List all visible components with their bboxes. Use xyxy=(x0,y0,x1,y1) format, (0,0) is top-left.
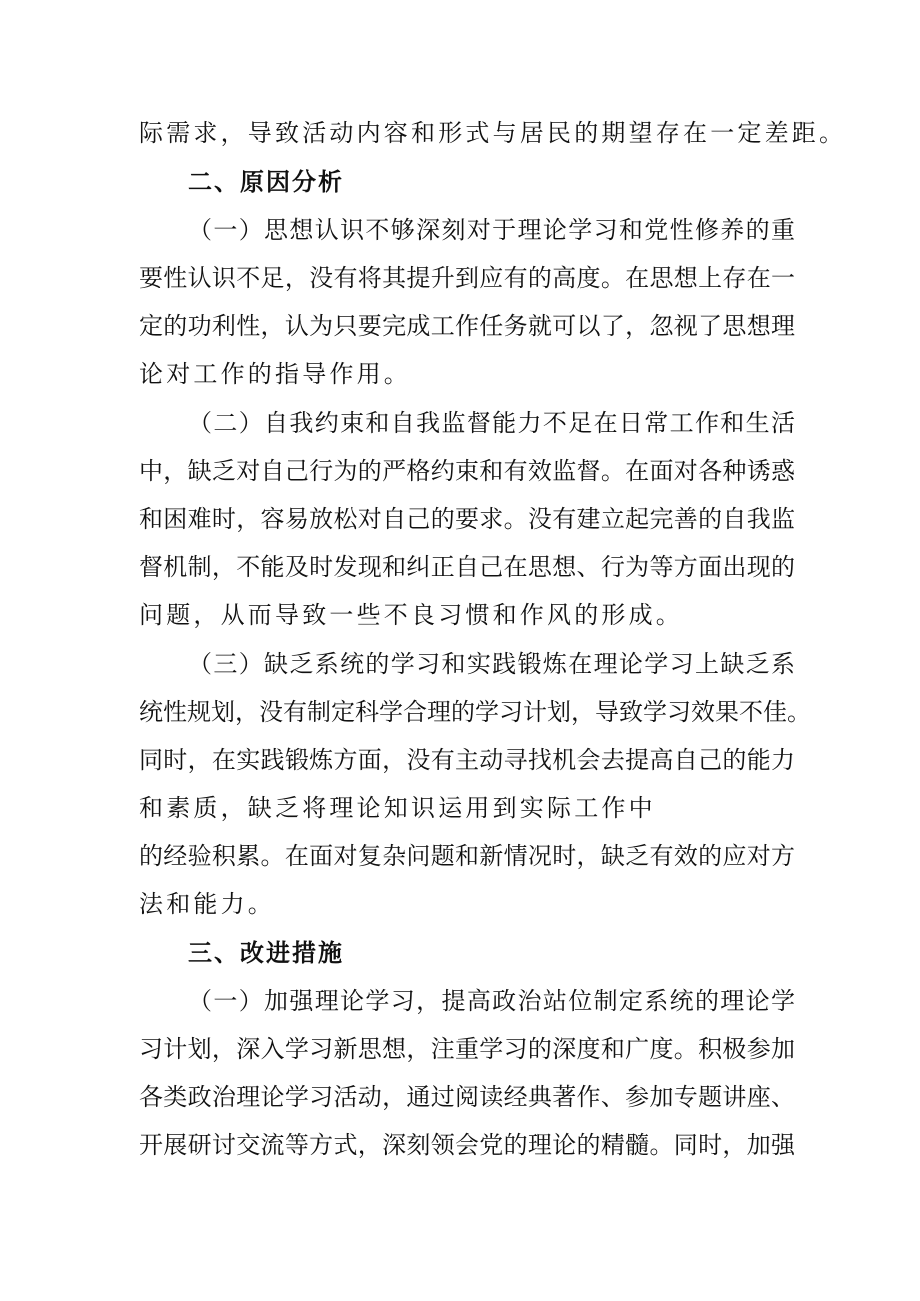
body-text-line: 习计划，深入学习新思想，注重学习的深度和广度。积极参加 xyxy=(139,1035,795,1063)
body-text-line: 要性认识不足，没有将其提升到应有的高度。在思想上存在一 xyxy=(139,264,795,292)
paragraph-first-line: （二）自我约束和自我监督能力不足在日常工作和生活 xyxy=(188,409,795,437)
section-heading: 二、原因分析 xyxy=(188,167,344,196)
paragraph-first-line: （三）缺乏系统的学习和实践锻炼在理论学习上缺乏系 xyxy=(188,650,795,678)
body-text-line: 际需求，导致活动内容和形式与居民的期望存在一定差距。 xyxy=(139,119,847,147)
body-text-line: 统性规划，没有制定科学合理的学习计划，导致学习效果不佳。 xyxy=(139,698,811,726)
body-text-line: 开展研讨交流等方式，深刻领会党的理论的精髓。同时，加强 xyxy=(139,1131,795,1159)
body-text-line: 法和能力。 xyxy=(139,890,275,918)
body-text-line: 和素质，缺乏将理论知识运用到实际工作中 xyxy=(139,794,656,822)
body-text-line: 和困难时，容易放松对自己的要求。没有建立起完善的自我监 xyxy=(139,505,795,533)
body-text-line: 各类政治理论学习活动，通过阅读经典著作、参加专题讲座、 xyxy=(139,1083,795,1111)
body-text-line: 定的功利性，认为只要完成工作任务就可以了，忽视了思想理 xyxy=(139,312,795,340)
body-text-line: 督机制，不能及时发现和纠正自己在思想、行为等方面出现的 xyxy=(139,553,795,581)
body-text-line: 中，缺乏对自己行为的严格约束和有效监督。在面对各种诱惑 xyxy=(139,457,795,485)
body-text-line: 问题，从而导致一些不良习惯和作风的形成。 xyxy=(139,601,683,629)
paragraph-first-line: （一）加强理论学习，提高政治站位制定系统的理论学 xyxy=(188,987,795,1015)
body-text-line: 的经验积累。在面对复杂问题和新情况时，缺乏有效的应对方 xyxy=(139,842,795,870)
section-heading: 三、改进措施 xyxy=(188,938,344,967)
body-text-line: 同时，在实践锻炼方面，没有主动寻找机会去提高自己的能力 xyxy=(139,746,795,774)
paragraph-first-line: （一）思想认识不够深刻对于理论学习和党性修养的重 xyxy=(188,216,795,244)
body-text-line: 论对工作的指导作用。 xyxy=(139,360,411,388)
